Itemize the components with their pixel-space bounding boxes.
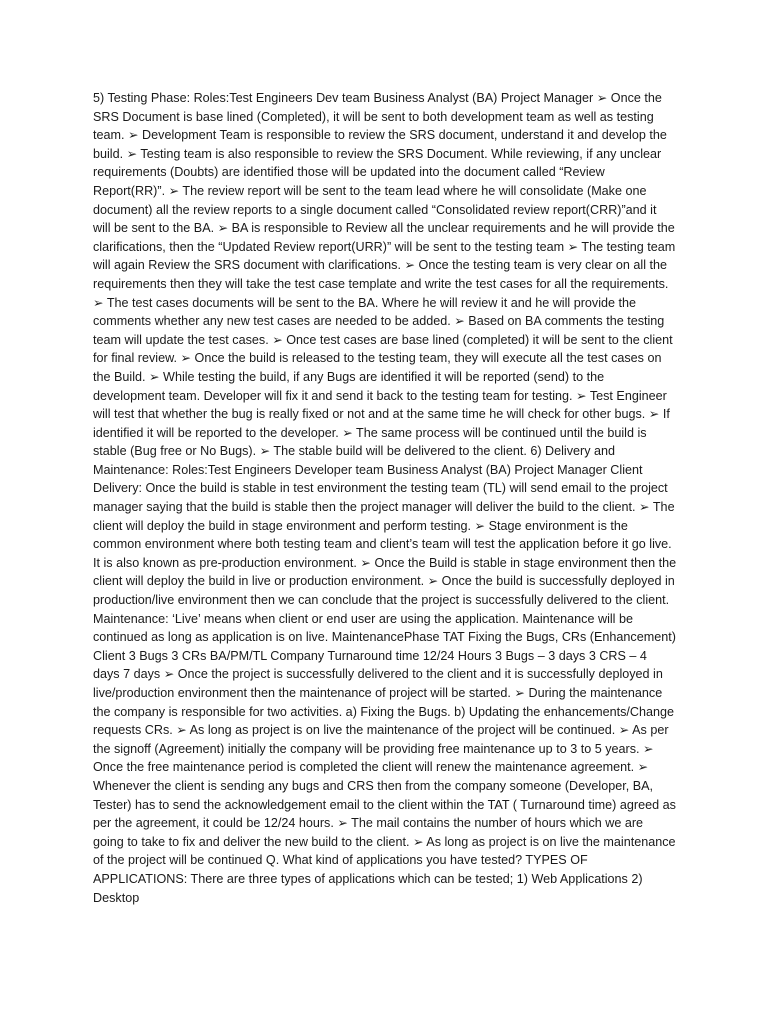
body-paragraph: 5) Testing Phase: Roles:Test Engineers Dev team Business Analyst (BA) Project Manager ➢ Once the SRS Document is base lined (Completed), it will be sent to both development team as well as testing team. ➢ Development Team is responsible to review the SRS document, understand it and develop the build. ➢ Testing team is also responsible to review the SRS Document. While reviewing, if any unclear requirements (Doubts) are identified those will be updated into the document called “Review Report(RR)”. ➢ The review report will be sent to the team lead where he will consolidate (Make one document) all the review reports to a single document called “Consolidated review report(CRR)”and it will be sent to the BA. ➢ BA is responsible to Review all the unclear requirements and he will provide the clarifications, then the “Updated Review report(URR)” will be sent to the testing team ➢ The testing team will again Review the SRS document with clarifications. ➢ Once the testing team is very clear on all the requirements then they will take the test case template and write the test cases for all the requirements. ➢ The test cases documents will be sent to the BA. Where he will review it and he will provide the comments whether any new test cases are needed to be added. ➢ Based on BA comments the testing team will update the test cases. ➢ Once test cases are base lined (completed) it will be sent to the client for final review. ➢ Once the build is released to the testing team, they will execute all the test cases on the Build. ➢ While testing the build, if any Bugs are identified it will be reported (send) to the development team. Developer will fix it and send it back to the testing team for testing. ➢ Test Engineer will test that whether the bug is really fixed or not and at the same time he will check for other bugs. ➢ If identified it will be reported to the developer. ➢ The same process will be continued until the build is stable (Bug free or No Bugs). ➢ The stable build will be delivered to the client. 6) Delivery and Maintenance: Roles:Test Engineers Developer team Business Analyst (BA) Project Manager Client Delivery: Once the build is stable in test environment the testing team (TL) will send email to the project manager saying that the build is stable then the project manager will deliver the build to the client. ➢ The client will deploy the build in stage environment and perform testing. ➢ Stage environment is the common environment where both testing team and client’s team will test the application before it go live. It is also known as pre-production environment. ➢ Once the Build is stable in stage environment then the client will deploy the build in live or production environment. ➢ Once the build is successfully deployed in production/live environment then we can conclude that the project is successfully delivered to the client. Maintenance: ‘Live’ means when client or end user are using the application. Maintenance will be continued as long as application is on live. MaintenancePhase TAT Fixing the Bugs, CRs (Enhancement) Client 3 Bugs 3 CRs BA/PM/TL Company Turnaround time 12/24 Hours 3 Bugs – 3 days 3 CRS – 4 days 7 days ➢ Once the project is successfully delivered to the client and it is successfully deployed in live/production environment then the maintenance of project will be started. ➢ During the maintenance the company is responsible for two activities. a) Fixing the Bugs. b) Updating the enhancements/Change requests CRs. ➢ As long as project is on live the maintenance of the project will be continued. ➢ As per the signoff (Agreement) initially the company will be providing free maintenance up to 3 to 5 years. ➢ Once the free maintenance period is completed the client will renew the maintenance agreement. ➢ Whenever the client is sending any bugs and CRS then from the company someone (Developer, BA, Tester) has to send the acknowledgement email to the client within the TAT ( Turnaround time) agreed as per the agreement, it could be 12/24 hours. ➢ The mail contains the number of hours which we are going to take to fix and deliver the new build to the client. ➢ As long as project is on live the maintenance of the project will be continued Q. What kind of applications you have tested? TYPES OF APPLICATIONS: There are three types of applications which can be tested; 1) Web Applications 2) Desktop xyxy=(93,91,677,905)
document-page xyxy=(93,89,677,907)
